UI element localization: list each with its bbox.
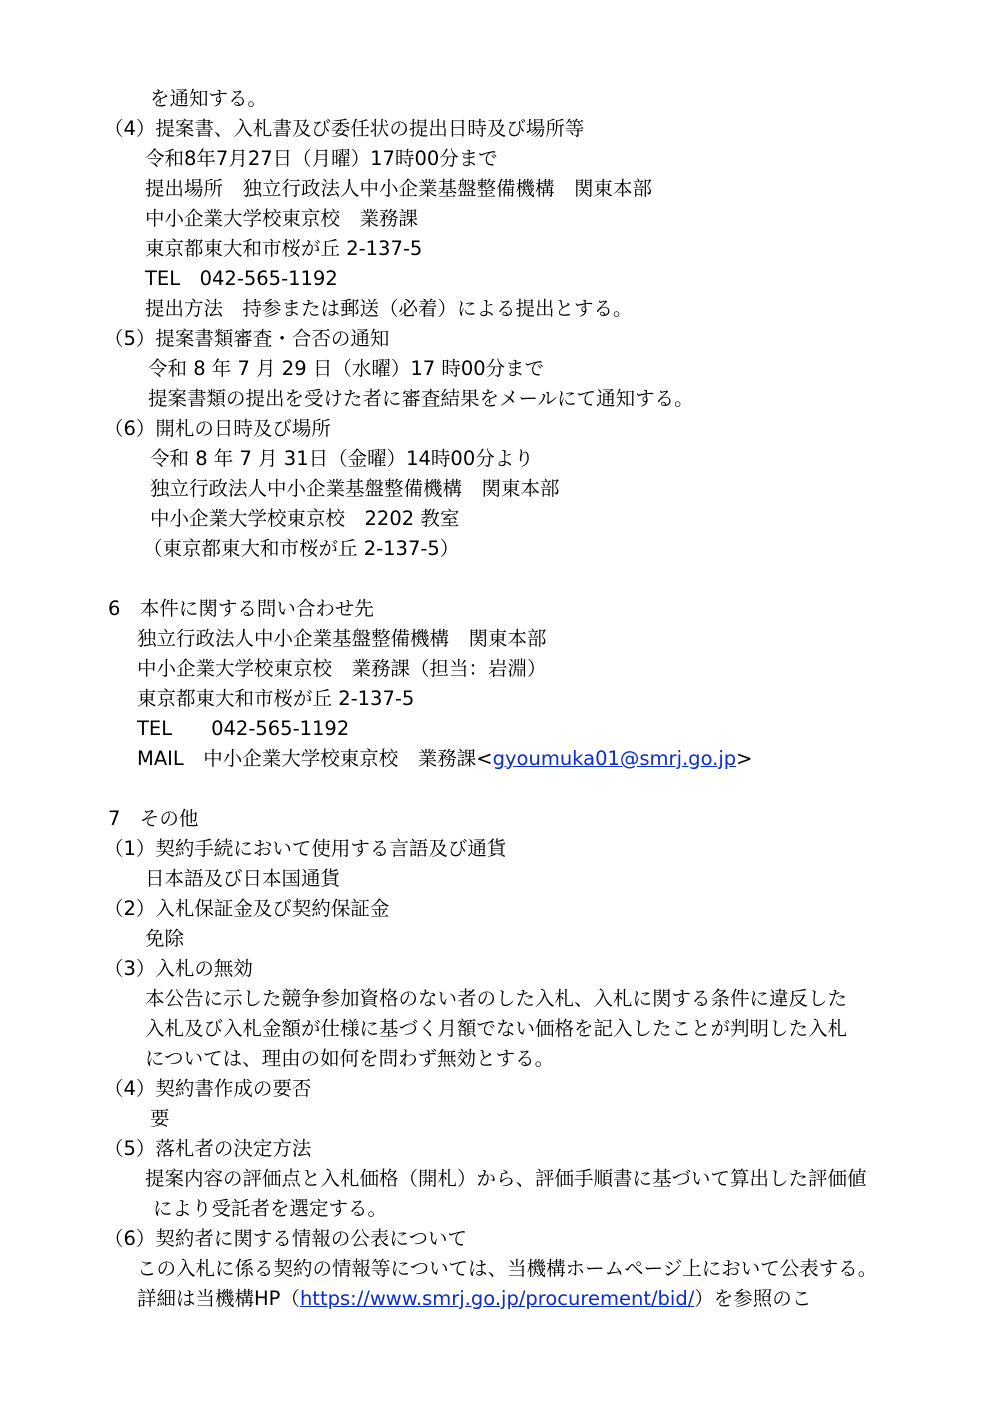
section-7-heading: 7 その他: [108, 807, 199, 830]
hp-label: 詳細は当機構HP（: [137, 1287, 300, 1310]
submission-deadline: 令和8年7月27日（月曜）17時00分まで: [145, 147, 498, 170]
contact-mail-line: [137, 744, 753, 774]
hp-trailing: ）を参照のこ: [694, 1287, 812, 1310]
opening-datetime: 令和 8 年 7 月 31日（金曜）14時00分より: [150, 447, 534, 470]
submission-address: 東京都東大和市桜が丘 2-137-5: [145, 237, 423, 260]
section-heading: （4）契約書作成の要否: [104, 1077, 312, 1100]
review-notice: 提案書類の提出を受けた者に審査結果をメールにて通知する。: [148, 387, 694, 410]
section-heading: （2）入札保証金及び契約保証金: [104, 897, 390, 920]
opening-address: （東京都東大和市桜が丘 2-137-5）: [143, 537, 460, 560]
contact-tel: TEL 042-565-1192: [137, 717, 350, 740]
section-heading: （1）契約手続において使用する言語及び通貨: [104, 837, 507, 860]
disclosure-text: この入札に係る契約の情報等については、当機構ホームページ上において公表する。: [137, 1257, 878, 1280]
section-heading: （4）提案書、入札書及び委任状の提出日時及び場所等: [104, 117, 585, 140]
submission-tel: TEL 042-565-1192: [145, 267, 338, 290]
mail-close: >: [736, 747, 753, 770]
contact-address: 東京都東大和市桜が丘 2-137-5: [137, 687, 415, 710]
section-heading: （5）提案書類審査・合否の通知: [104, 327, 390, 350]
procurement-link[interactable]: https://www.smrj.go.jp/procurement/bid/: [299, 1287, 695, 1310]
disclosure-link-line: [137, 1284, 811, 1314]
review-deadline: 令和 8 年 7 月 29 日（水曜）17 時00分まで: [148, 357, 545, 380]
award-method-2: により受託者を選定する。: [153, 1197, 388, 1220]
award-method-1: 提案内容の評価点と入札価格（開札）から、評価手順書に基づいて算出した評価値: [145, 1167, 867, 1190]
contact-org: 独立行政法人中小企業基盤整備機構 関東本部: [137, 627, 547, 650]
opening-room: 中小企業大学校東京校 2202 教室: [150, 507, 460, 530]
opening-org: 独立行政法人中小企業基盤整備機構 関東本部: [150, 477, 560, 500]
text-line: を通知する。: [150, 87, 268, 110]
contract-required: 要: [150, 1107, 170, 1130]
mail-label: MAIL 中小企業大学校東京校 業務課<: [137, 747, 493, 770]
invalid-text-2: 入札及び入札金額が仕様に基づく月額でない価格を記入したことが判明した入札: [145, 1017, 848, 1040]
section-heading: （3）入札の無効: [104, 957, 253, 980]
deposit-exempt: 免除: [145, 927, 185, 950]
invalid-text-3: については、理由の如何を問わず無効とする。: [145, 1047, 555, 1070]
section-heading: （6）開札の日時及び場所: [104, 417, 331, 440]
contact-office: 中小企業大学校東京校 業務課（担当：岩淵）: [137, 657, 547, 680]
submission-method: 提出方法 持参または郵送（必着）による提出とする。: [145, 297, 633, 320]
section-heading: （6）契約者に関する情報の公表について: [104, 1227, 468, 1250]
language-currency: 日本語及び日本国通貨: [145, 867, 341, 890]
email-link[interactable]: gyoumuka01@smrj.go.jp: [492, 747, 737, 770]
section-6-heading: 6 本件に関する問い合わせ先: [108, 597, 374, 620]
invalid-text-1: 本公告に示した競争参加資格のない者のした入札、入札に関する条件に違反した: [145, 987, 848, 1010]
submission-place: 提出場所 独立行政法人中小企業基盤整備機構 関東本部: [145, 177, 653, 200]
submission-office: 中小企業大学校東京校 業務課: [145, 207, 419, 230]
section-heading: （5）落札者の決定方法: [104, 1137, 312, 1160]
